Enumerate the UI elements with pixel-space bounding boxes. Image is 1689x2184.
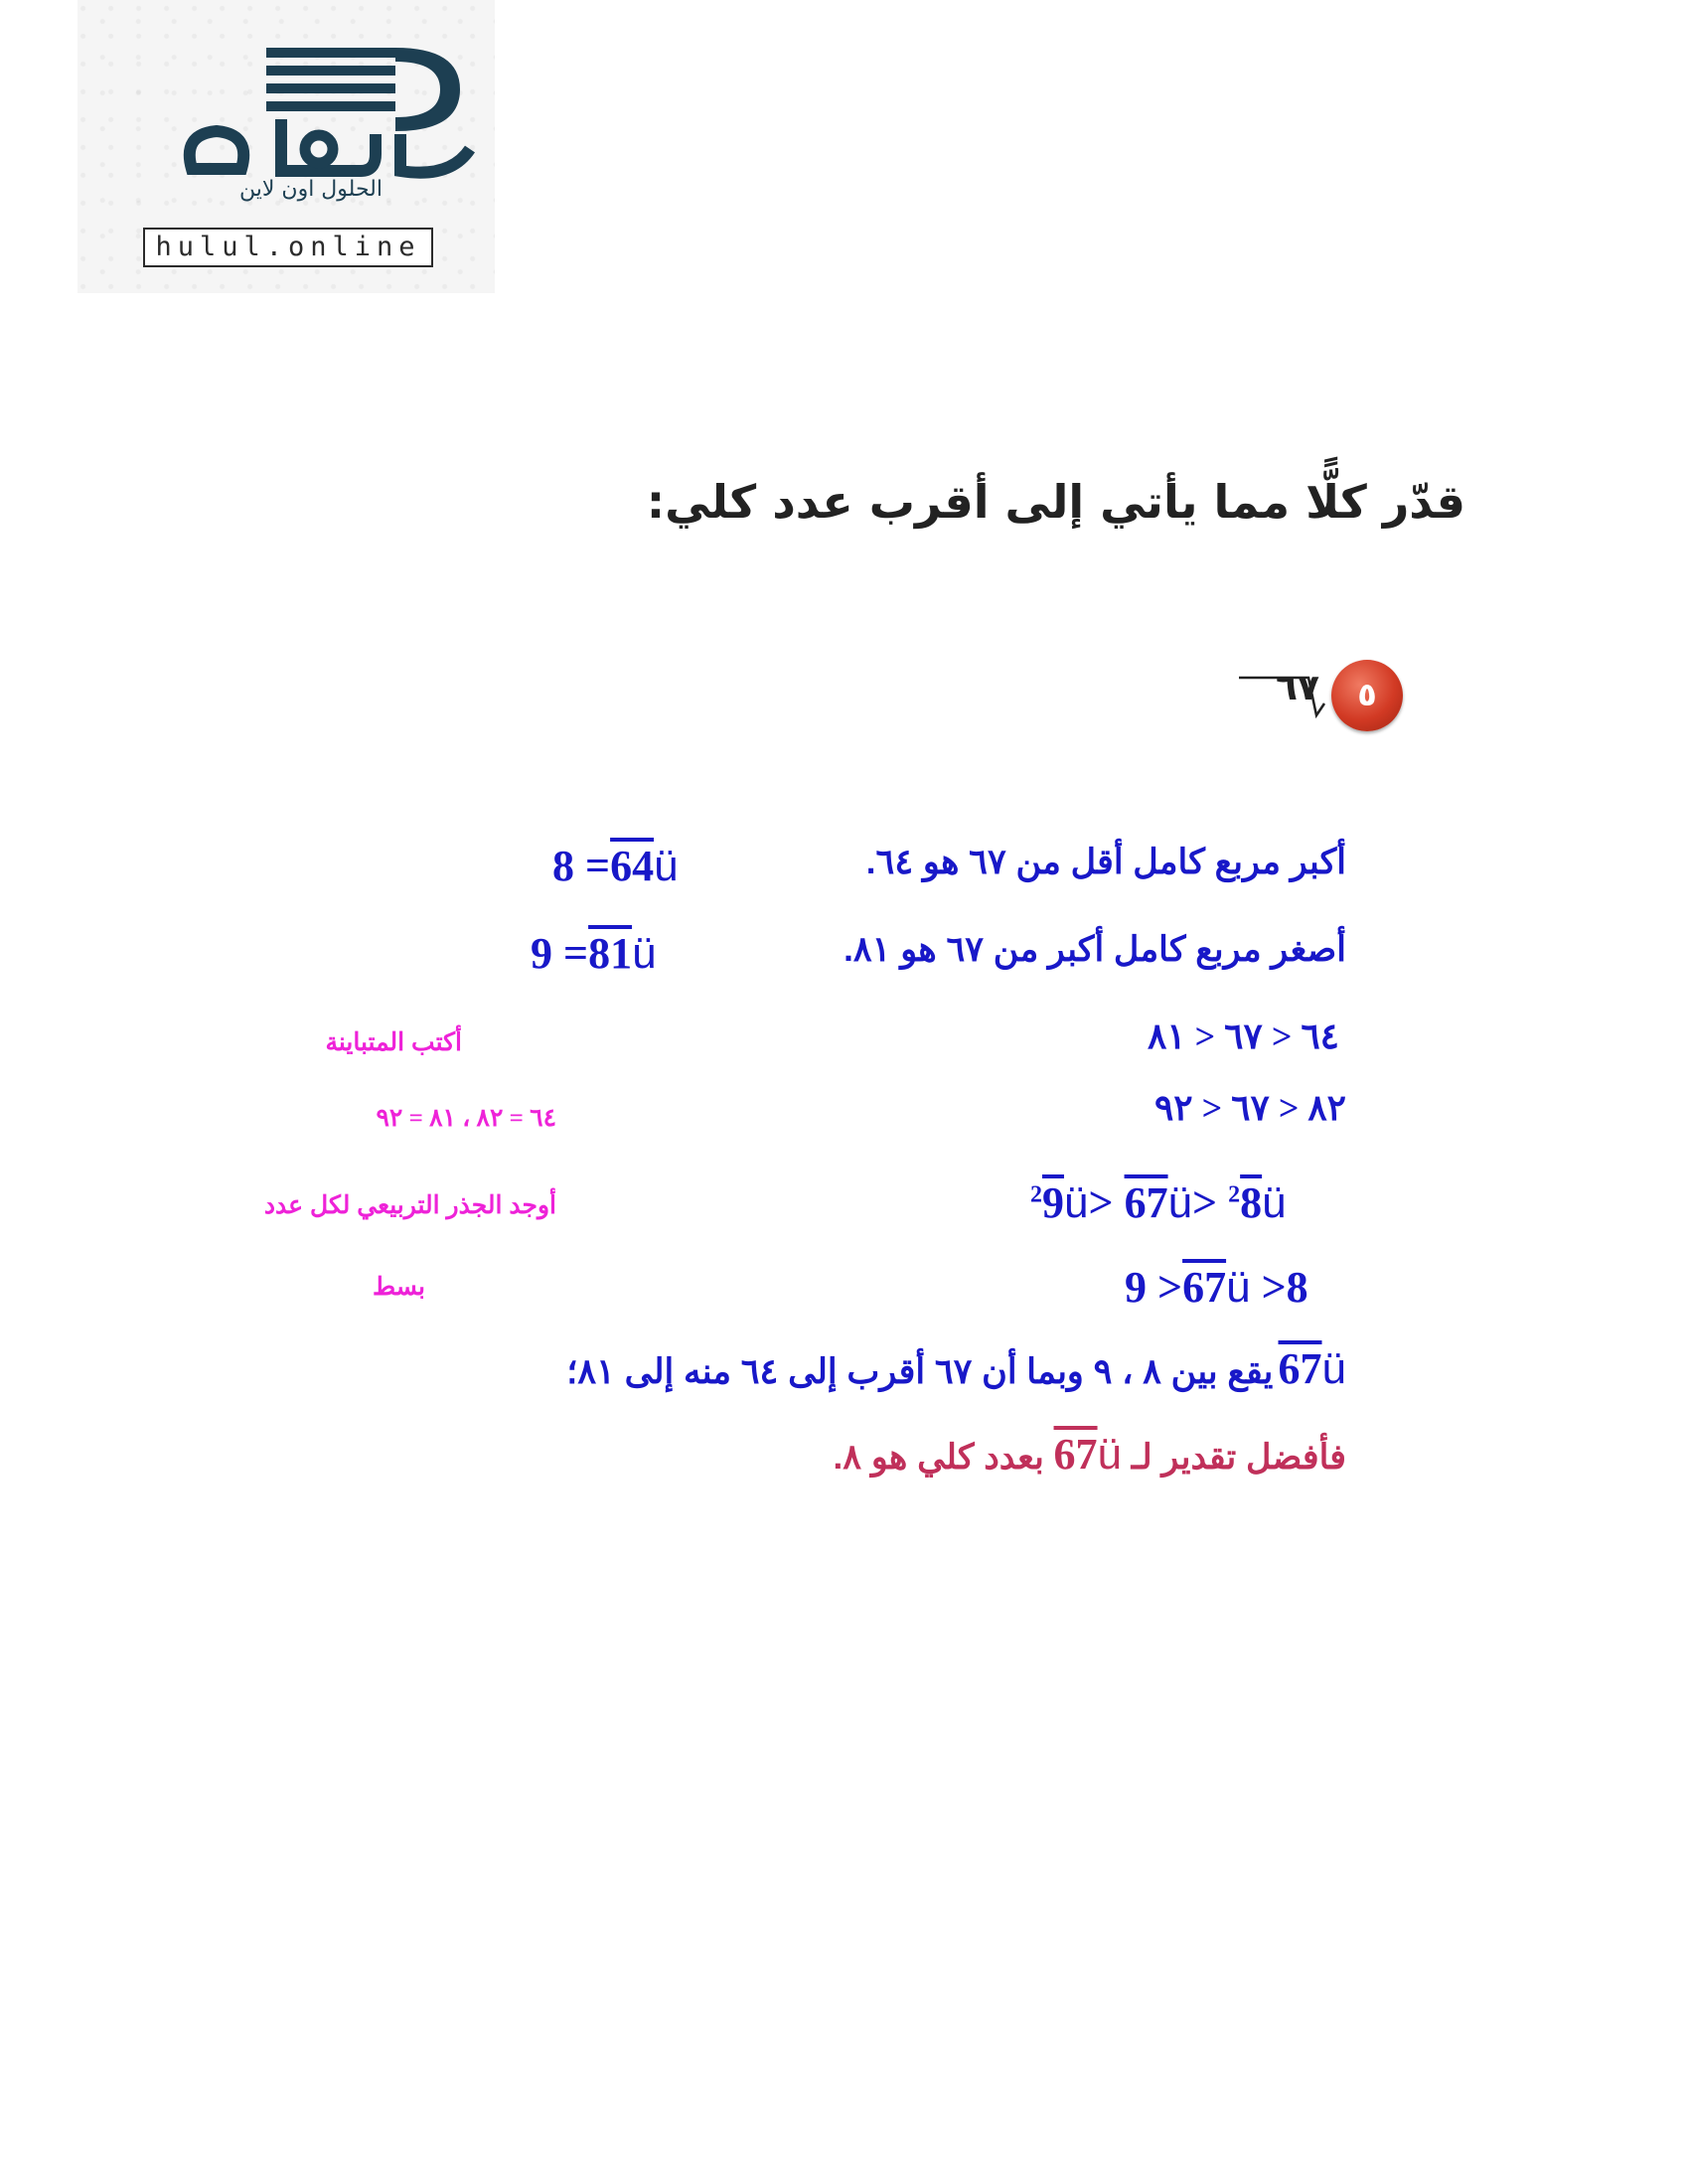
line3-inequality: ٦٤ < ٦٧ < ٨١ <box>1147 1016 1339 1056</box>
line2-math: 9 =81ü <box>531 929 657 978</box>
logo-mark-icon <box>172 40 490 189</box>
hint-simplify: بسط <box>373 1273 425 1301</box>
line2-text: أصغر مربع كامل أكبر من ٦٧ هو ٨١. <box>844 930 1346 969</box>
line5-exp-9: 2 <box>1030 1181 1042 1208</box>
site-logo[interactable] <box>77 0 495 293</box>
page-title: قدّر كلًّا مما يأتي إلى أقرب عدد كلي: <box>646 475 1465 529</box>
line5-radicand-67: 67 <box>1124 1178 1168 1227</box>
line1-text: أكبر مربع كامل أقل من ٦٧ هو ٦٤. <box>865 843 1346 881</box>
logo-site-url[interactable]: hulul.online <box>143 228 433 267</box>
problem-radical <box>1237 664 1331 723</box>
line6-math: 9 >67ü >8 <box>1125 1263 1308 1312</box>
line5-math: $^2$9ü> 67ü> $^2$8ü <box>1030 1178 1287 1227</box>
problem-number-badge: ٥ <box>1331 660 1403 731</box>
line4-text: ٨٢ < ٦٧ < ٩٢ <box>1153 1088 1346 1128</box>
problem-radicand: ٦٧ <box>1276 668 1319 708</box>
conclusion-prefix: فأفضل تقدير لـ <box>1131 1438 1346 1477</box>
conclusion-suffix: بعدد كلي هو ٨. <box>833 1438 1044 1477</box>
logo-arabic-tagline: الحلول اون لاين <box>239 177 383 202</box>
line1-radicand: 64 <box>610 842 655 890</box>
line5-radicand-8: 8 <box>1240 1178 1263 1227</box>
line6-radicand: 67 <box>1182 1263 1227 1312</box>
line2-radicand: 81 <box>588 929 633 978</box>
line1-value: 8 <box>552 842 574 890</box>
hint-squares: ٦٤ = ٨٢ ، ٨١ = ٩٢ <box>376 1105 556 1132</box>
line2-value: 9 <box>531 929 552 978</box>
sqrt-glyph-icon: ü <box>632 929 657 978</box>
line1-math: 8 =64ü <box>552 842 679 890</box>
hint-find-root: أوجد الجذر التربيعي لكل عدد <box>263 1191 556 1219</box>
conclusion-radicand: 67 <box>1053 1430 1098 1479</box>
hint-write-inequality: أكتب المتباينة <box>325 1028 462 1056</box>
line7-radicand: 67 <box>1278 1344 1322 1393</box>
line4-inequality <box>1154 1087 1346 1129</box>
line6-low: 8 <box>1286 1263 1308 1312</box>
line5-radicand-9: 9 <box>1042 1178 1064 1227</box>
sqrt-glyph-icon: ü <box>654 842 679 890</box>
line6-high: 9 <box>1125 1263 1147 1312</box>
line5-exp-8: 2 <box>1228 1181 1241 1208</box>
line7: 67ü يقع بين ٨ ، ٩ وبما أن ٦٧ أقرب إلى ٦٤ منه إلى ٨١؛ <box>566 1344 1346 1393</box>
line7-text: يقع بين ٨ ، ٩ وبما أن ٦٧ أقرب إلى ٦٤ منه إلى ٨١؛ <box>566 1352 1274 1391</box>
conclusion: فأفضل تقدير لـ 67ü بعدد كلي هو ٨. <box>833 1430 1346 1479</box>
